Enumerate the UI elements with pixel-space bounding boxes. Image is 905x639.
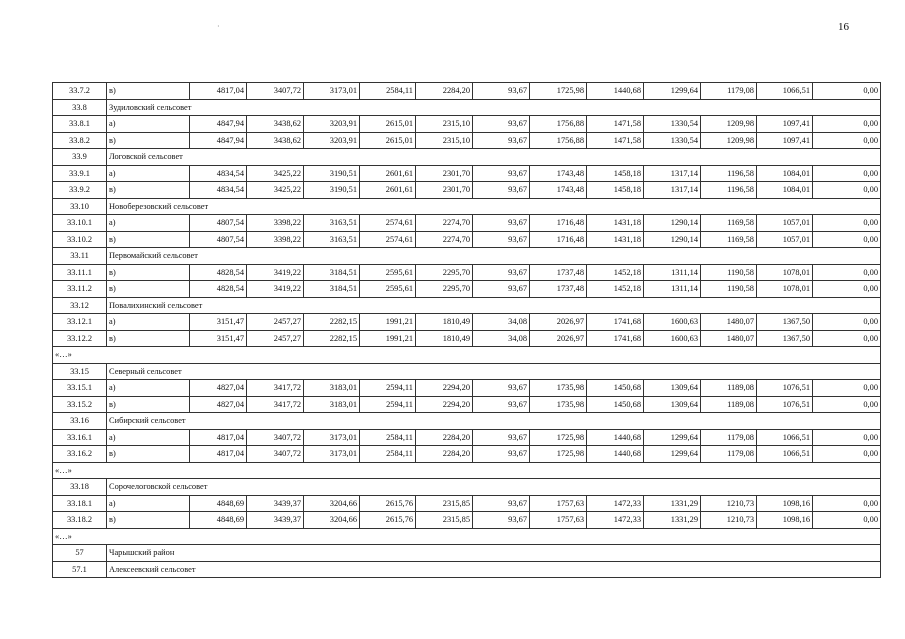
value-cell: 4817,04 (190, 429, 247, 446)
value-cell: 2301,70 (416, 165, 473, 182)
value-cell: 1309,64 (644, 380, 701, 397)
scan-mark: · (217, 22, 220, 31)
row-code: 33.15.2 (53, 396, 107, 413)
section-row (53, 297, 881, 314)
row-code: 33.12.1 (53, 314, 107, 331)
omission-marker: «…» (53, 347, 881, 364)
section-code: 33.12 (53, 297, 107, 314)
value-cell: 1057,01 (757, 215, 813, 232)
row-category: в) (107, 264, 190, 281)
table-row (53, 116, 881, 133)
value-cell: 1097,41 (757, 116, 813, 133)
value-cell: 4848,69 (190, 512, 247, 529)
value-cell: 1196,58 (701, 182, 757, 199)
value-cell: 1078,01 (757, 281, 813, 298)
value-cell: 4834,54 (190, 182, 247, 199)
value-cell: 1084,01 (757, 182, 813, 199)
row-category: в) (107, 446, 190, 463)
row-code: 33.18.1 (53, 495, 107, 512)
value-cell: 1471,58 (587, 132, 644, 149)
value-cell: 2615,76 (360, 512, 416, 529)
value-cell: 0,00 (813, 165, 881, 182)
value-cell: 2315,10 (416, 132, 473, 149)
section-title: Первомайский сельсовет (107, 248, 881, 265)
value-cell: 3183,01 (304, 396, 360, 413)
value-cell: 93,67 (473, 396, 530, 413)
value-cell: 4848,69 (190, 495, 247, 512)
value-cell: 1078,01 (757, 264, 813, 281)
value-cell: 3425,22 (247, 182, 304, 199)
section-row (53, 149, 881, 166)
value-cell: 34,08 (473, 314, 530, 331)
section-code: 57.1 (53, 561, 107, 578)
ellipsis-row (53, 347, 881, 364)
section-row (53, 413, 881, 430)
value-cell: 1757,63 (530, 495, 587, 512)
value-cell: 3203,91 (304, 132, 360, 149)
row-category: в) (107, 83, 190, 100)
value-cell: 1210,73 (701, 495, 757, 512)
value-cell: 2315,10 (416, 116, 473, 133)
value-cell: 3438,62 (247, 132, 304, 149)
value-cell: 1299,64 (644, 83, 701, 100)
value-cell: 1196,58 (701, 165, 757, 182)
value-cell: 2282,15 (304, 330, 360, 347)
value-cell: 2026,97 (530, 330, 587, 347)
section-code: 33.15 (53, 363, 107, 380)
row-category: в) (107, 330, 190, 347)
value-cell: 1458,18 (587, 182, 644, 199)
section-row (53, 248, 881, 265)
value-cell: 3151,47 (190, 330, 247, 347)
value-cell: 0,00 (813, 396, 881, 413)
row-category: в) (107, 512, 190, 529)
row-code: 33.9.2 (53, 182, 107, 199)
value-cell: 1097,41 (757, 132, 813, 149)
value-cell: 1169,58 (701, 231, 757, 248)
value-cell: 3407,72 (247, 83, 304, 100)
value-cell: 93,67 (473, 132, 530, 149)
value-cell: 1330,54 (644, 132, 701, 149)
value-cell: 2457,27 (247, 330, 304, 347)
value-cell: 4827,04 (190, 380, 247, 397)
value-cell: 2594,11 (360, 396, 416, 413)
value-cell: 1189,08 (701, 380, 757, 397)
section-title: Чарышский район (107, 545, 881, 562)
value-cell: 1210,73 (701, 512, 757, 529)
value-cell: 1169,58 (701, 215, 757, 232)
value-cell: 1452,18 (587, 264, 644, 281)
value-cell: 1431,18 (587, 231, 644, 248)
value-cell: 1735,98 (530, 380, 587, 397)
value-cell: 1991,21 (360, 330, 416, 347)
row-code: 33.9.1 (53, 165, 107, 182)
value-cell: 1209,98 (701, 116, 757, 133)
table-row (53, 446, 881, 463)
row-code: 33.8.1 (53, 116, 107, 133)
value-cell: 0,00 (813, 330, 881, 347)
value-cell: 1737,48 (530, 281, 587, 298)
value-cell: 93,67 (473, 429, 530, 446)
value-cell: 93,67 (473, 380, 530, 397)
value-cell: 0,00 (813, 429, 881, 446)
value-cell: 1991,21 (360, 314, 416, 331)
value-cell: 1190,58 (701, 281, 757, 298)
value-cell: 1098,16 (757, 512, 813, 529)
value-cell: 93,67 (473, 215, 530, 232)
value-cell: 4807,54 (190, 215, 247, 232)
value-cell: 2595,61 (360, 264, 416, 281)
value-cell: 1367,50 (757, 314, 813, 331)
value-cell: 1756,88 (530, 132, 587, 149)
value-cell: 2294,20 (416, 380, 473, 397)
tariff-table (52, 82, 881, 578)
section-row (53, 363, 881, 380)
row-code: 33.8.2 (53, 132, 107, 149)
row-code: 33.7.2 (53, 83, 107, 100)
value-cell: 2584,11 (360, 429, 416, 446)
value-cell: 4834,54 (190, 165, 247, 182)
value-cell: 1737,48 (530, 264, 587, 281)
value-cell: 93,67 (473, 231, 530, 248)
value-cell: 1084,01 (757, 165, 813, 182)
table-row (53, 495, 881, 512)
value-cell: 1472,33 (587, 512, 644, 529)
table-row (53, 330, 881, 347)
section-row (53, 99, 881, 116)
value-cell: 0,00 (813, 512, 881, 529)
value-cell: 1331,29 (644, 512, 701, 529)
value-cell: 93,67 (473, 446, 530, 463)
row-category: а) (107, 380, 190, 397)
omission-marker: «…» (53, 462, 881, 479)
row-category: а) (107, 429, 190, 446)
value-cell: 3163,51 (304, 215, 360, 232)
value-cell: 1311,14 (644, 281, 701, 298)
value-cell: 4807,54 (190, 231, 247, 248)
value-cell: 1741,68 (587, 330, 644, 347)
value-cell: 3183,01 (304, 380, 360, 397)
value-cell: 2295,70 (416, 281, 473, 298)
value-cell: 1472,33 (587, 495, 644, 512)
value-cell: 1600,63 (644, 330, 701, 347)
row-category: а) (107, 165, 190, 182)
table-row (53, 182, 881, 199)
section-code: 33.8 (53, 99, 107, 116)
value-cell: 1290,14 (644, 231, 701, 248)
value-cell: 3184,51 (304, 281, 360, 298)
value-cell: 2284,20 (416, 83, 473, 100)
value-cell: 1741,68 (587, 314, 644, 331)
value-cell: 2594,11 (360, 380, 416, 397)
value-cell: 2301,70 (416, 182, 473, 199)
value-cell: 1743,48 (530, 182, 587, 199)
value-cell: 1299,64 (644, 429, 701, 446)
value-cell: 2615,01 (360, 116, 416, 133)
value-cell: 1725,98 (530, 446, 587, 463)
value-cell: 1179,08 (701, 83, 757, 100)
row-code: 33.18.2 (53, 512, 107, 529)
row-category: в) (107, 281, 190, 298)
value-cell: 3425,22 (247, 165, 304, 182)
value-cell: 1450,68 (587, 396, 644, 413)
section-code: 33.16 (53, 413, 107, 430)
value-cell: 2284,20 (416, 446, 473, 463)
table-row (53, 165, 881, 182)
value-cell: 1452,18 (587, 281, 644, 298)
value-cell: 1440,68 (587, 446, 644, 463)
value-cell: 3190,51 (304, 165, 360, 182)
value-cell: 2574,61 (360, 215, 416, 232)
value-cell: 0,00 (813, 314, 881, 331)
value-cell: 0,00 (813, 495, 881, 512)
value-cell: 1440,68 (587, 83, 644, 100)
section-title: Повалихинский сельсовет (107, 297, 881, 314)
value-cell: 34,08 (473, 330, 530, 347)
section-title: Северный сельсовет (107, 363, 881, 380)
value-cell: 1431,18 (587, 215, 644, 232)
section-row (53, 561, 881, 578)
value-cell: 93,67 (473, 182, 530, 199)
value-cell: 4847,94 (190, 116, 247, 133)
value-cell: 3439,37 (247, 512, 304, 529)
value-cell: 3203,91 (304, 116, 360, 133)
ellipsis-row (53, 462, 881, 479)
value-cell: 3439,37 (247, 495, 304, 512)
value-cell: 2315,85 (416, 512, 473, 529)
value-cell: 3407,72 (247, 429, 304, 446)
section-title: Новоберезовский сельсовет (107, 198, 881, 215)
value-cell: 3173,01 (304, 446, 360, 463)
value-cell: 0,00 (813, 182, 881, 199)
value-cell: 2615,01 (360, 132, 416, 149)
value-cell: 1179,08 (701, 446, 757, 463)
value-cell: 1309,64 (644, 396, 701, 413)
row-code: 33.11.2 (53, 281, 107, 298)
table-row (53, 396, 881, 413)
table-row (53, 231, 881, 248)
value-cell: 1299,64 (644, 446, 701, 463)
value-cell: 2315,85 (416, 495, 473, 512)
value-cell: 1757,63 (530, 512, 587, 529)
table-row (53, 132, 881, 149)
value-cell: 1480,07 (701, 314, 757, 331)
table-row (53, 281, 881, 298)
section-title: Сорочелоговской сельсовет (107, 479, 881, 496)
row-code: 33.15.1 (53, 380, 107, 397)
value-cell: 3173,01 (304, 83, 360, 100)
value-cell: 2457,27 (247, 314, 304, 331)
row-category: в) (107, 396, 190, 413)
row-category: а) (107, 215, 190, 232)
value-cell: 1311,14 (644, 264, 701, 281)
section-code: 33.9 (53, 149, 107, 166)
value-cell: 0,00 (813, 264, 881, 281)
value-cell: 4828,54 (190, 264, 247, 281)
value-cell: 1458,18 (587, 165, 644, 182)
value-cell: 2601,61 (360, 182, 416, 199)
value-cell: 0,00 (813, 231, 881, 248)
value-cell: 1810,49 (416, 314, 473, 331)
value-cell: 4817,04 (190, 446, 247, 463)
value-cell: 3417,72 (247, 396, 304, 413)
value-cell: 2282,15 (304, 314, 360, 331)
table-row (53, 83, 881, 100)
value-cell: 2615,76 (360, 495, 416, 512)
value-cell: 3204,66 (304, 495, 360, 512)
value-cell: 1367,50 (757, 330, 813, 347)
value-cell: 1725,98 (530, 83, 587, 100)
value-cell: 1317,14 (644, 165, 701, 182)
value-cell: 2595,61 (360, 281, 416, 298)
value-cell: 1057,01 (757, 231, 813, 248)
value-cell: 2294,20 (416, 396, 473, 413)
value-cell: 0,00 (813, 83, 881, 100)
value-cell: 3173,01 (304, 429, 360, 446)
value-cell: 1189,08 (701, 396, 757, 413)
value-cell: 0,00 (813, 446, 881, 463)
value-cell: 1209,98 (701, 132, 757, 149)
value-cell: 3398,22 (247, 215, 304, 232)
value-cell: 4827,04 (190, 396, 247, 413)
value-cell: 0,00 (813, 380, 881, 397)
value-cell: 1066,51 (757, 429, 813, 446)
section-row (53, 479, 881, 496)
value-cell: 2584,11 (360, 446, 416, 463)
value-cell: 1331,29 (644, 495, 701, 512)
value-cell: 93,67 (473, 264, 530, 281)
value-cell: 1450,68 (587, 380, 644, 397)
row-category: в) (107, 182, 190, 199)
section-title: Алексеевский сельсовет (107, 561, 881, 578)
value-cell: 1810,49 (416, 330, 473, 347)
row-category: а) (107, 495, 190, 512)
value-cell: 1290,14 (644, 215, 701, 232)
value-cell: 1756,88 (530, 116, 587, 133)
section-code: 57 (53, 545, 107, 562)
value-cell: 1076,51 (757, 380, 813, 397)
row-code: 33.10.2 (53, 231, 107, 248)
value-cell: 3184,51 (304, 264, 360, 281)
value-cell: 2601,61 (360, 165, 416, 182)
row-code: 33.16.1 (53, 429, 107, 446)
value-cell: 1076,51 (757, 396, 813, 413)
value-cell: 1735,98 (530, 396, 587, 413)
value-cell: 1330,54 (644, 116, 701, 133)
table-body (53, 83, 881, 578)
value-cell: 2274,70 (416, 231, 473, 248)
table-row (53, 429, 881, 446)
value-cell: 3419,22 (247, 264, 304, 281)
value-cell: 93,67 (473, 495, 530, 512)
value-cell: 1716,48 (530, 231, 587, 248)
value-cell: 2295,70 (416, 264, 473, 281)
value-cell: 93,67 (473, 116, 530, 133)
value-cell: 4847,94 (190, 132, 247, 149)
section-title: Логовской сельсовет (107, 149, 881, 166)
value-cell: 3204,66 (304, 512, 360, 529)
row-code: 33.11.1 (53, 264, 107, 281)
value-cell: 0,00 (813, 116, 881, 133)
row-code: 33.16.2 (53, 446, 107, 463)
value-cell: 3417,72 (247, 380, 304, 397)
section-code: 33.11 (53, 248, 107, 265)
row-code: 33.12.2 (53, 330, 107, 347)
page-number: 16 (838, 21, 849, 33)
value-cell: 1743,48 (530, 165, 587, 182)
value-cell: 3419,22 (247, 281, 304, 298)
row-category: а) (107, 314, 190, 331)
value-cell: 1440,68 (587, 429, 644, 446)
value-cell: 1480,07 (701, 330, 757, 347)
table-row (53, 380, 881, 397)
row-category: а) (107, 116, 190, 133)
value-cell: 3163,51 (304, 231, 360, 248)
section-title: Сибирский сельсовет (107, 413, 881, 430)
table-row (53, 264, 881, 281)
row-category: в) (107, 231, 190, 248)
value-cell: 3438,62 (247, 116, 304, 133)
value-cell: 0,00 (813, 281, 881, 298)
value-cell: 93,67 (473, 165, 530, 182)
omission-marker: «…» (53, 528, 881, 545)
value-cell: 1066,51 (757, 83, 813, 100)
value-cell: 2574,61 (360, 231, 416, 248)
value-cell: 1179,08 (701, 429, 757, 446)
value-cell: 3190,51 (304, 182, 360, 199)
section-row (53, 545, 881, 562)
value-cell: 1600,63 (644, 314, 701, 331)
section-code: 33.10 (53, 198, 107, 215)
value-cell: 1190,58 (701, 264, 757, 281)
value-cell: 1716,48 (530, 215, 587, 232)
value-cell: 0,00 (813, 132, 881, 149)
value-cell: 93,67 (473, 281, 530, 298)
section-row (53, 198, 881, 215)
value-cell: 2274,70 (416, 215, 473, 232)
value-cell: 2284,20 (416, 429, 473, 446)
value-cell: 1725,98 (530, 429, 587, 446)
value-cell: 0,00 (813, 215, 881, 232)
value-cell: 3151,47 (190, 314, 247, 331)
table-row (53, 512, 881, 529)
section-title: Зудиловский сельсовет (107, 99, 881, 116)
value-cell: 4817,04 (190, 83, 247, 100)
table-row (53, 215, 881, 232)
value-cell: 1066,51 (757, 446, 813, 463)
value-cell: 1317,14 (644, 182, 701, 199)
value-cell: 1471,58 (587, 116, 644, 133)
row-category: в) (107, 132, 190, 149)
value-cell: 3407,72 (247, 446, 304, 463)
value-cell: 2584,11 (360, 83, 416, 100)
value-cell: 93,67 (473, 83, 530, 100)
value-cell: 93,67 (473, 512, 530, 529)
value-cell: 3398,22 (247, 231, 304, 248)
table-row (53, 314, 881, 331)
ellipsis-row (53, 528, 881, 545)
section-code: 33.18 (53, 479, 107, 496)
value-cell: 4828,54 (190, 281, 247, 298)
value-cell: 2026,97 (530, 314, 587, 331)
row-code: 33.10.1 (53, 215, 107, 232)
value-cell: 1098,16 (757, 495, 813, 512)
